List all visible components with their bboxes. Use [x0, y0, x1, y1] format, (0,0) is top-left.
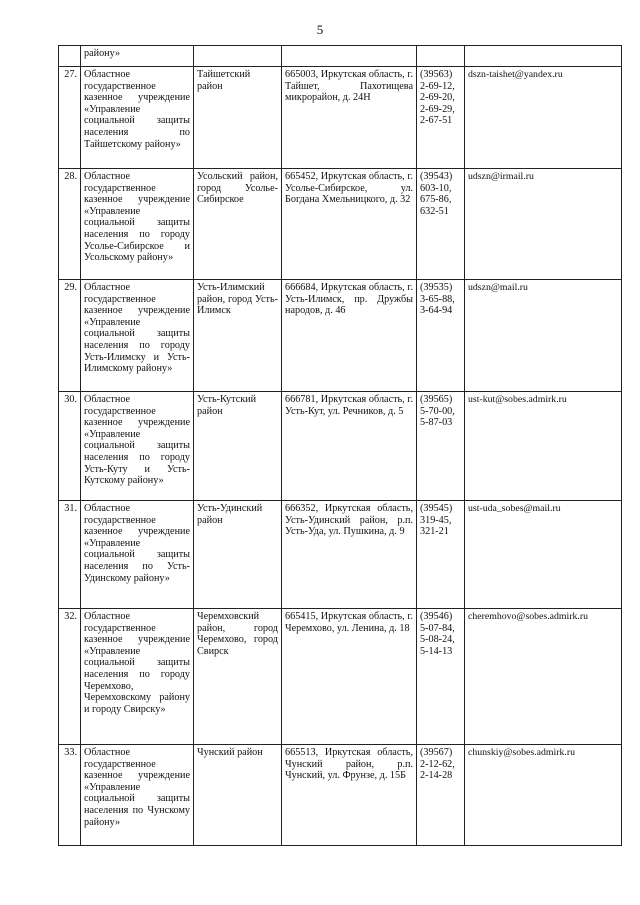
service-area: Усть-Илимский район, город Усть-Илимск — [194, 280, 282, 392]
row-number: 29. — [59, 280, 81, 392]
institution-name: Областное государственное казенное учреждение «Управление социальной защиты населения по Усть-Удинскому району» — [81, 501, 194, 609]
address: 665003, Иркутская область, г. Тайшет, Пахотищева микрорайон, д. 24Н — [282, 67, 417, 169]
phone-numbers: (39545) 319-45, 321-21 — [417, 501, 465, 609]
row-number: 32. — [59, 609, 81, 745]
table-row — [59, 745, 622, 846]
service-area: Усть-Удинский район — [194, 501, 282, 609]
institution-name: району» — [81, 46, 194, 67]
address: 665415, Иркутская область, г. Черемхово, ул. Ленина, д. 18 — [282, 609, 417, 745]
service-area: Чунский район — [194, 745, 282, 846]
institution-name: Областное государственное казенное учреждение «Управление социальной защиты населения по городу Усть-Илимску и Усть-Илимскому району» — [81, 280, 194, 392]
institution-name: Областное государственное казенное учреждение «Управление социальной защиты населения по городу Усолье-Сибирское и Усольскому району» — [81, 169, 194, 280]
row-number: 28. — [59, 169, 81, 280]
phone-numbers: (39546) 5-07-84, 5-08-24, 5-14-13 — [417, 609, 465, 745]
table-row — [59, 609, 622, 745]
address: 666352, Иркутская область, Усть-Удинский район, р.п. Усть-Уда, ул. Пушкина, д. 9 — [282, 501, 417, 609]
row-number: 33. — [59, 745, 81, 846]
service-area: Черемховский район, город Черемхово, город Свирск — [194, 609, 282, 745]
institution-name: Областное государственное казенное учреждение «Управление социальной защиты населения по городу Усть-Куту и Усть-Кутскому району» — [81, 392, 194, 501]
institution-name: Областное государственное казенное учреждение «Управление социальной защиты населения по Тайшетскому району» — [81, 67, 194, 169]
address: 665452, Иркутская область, г. Усолье-Сибирское, ул. Богдана Хмельницкого, д. 32 — [282, 169, 417, 280]
table-row — [59, 392, 622, 501]
page-number: 5 — [316, 22, 324, 37]
address: 666684, Иркутская область, г. Усть-Илимск, пр. Дружбы народов, д. 46 — [282, 280, 417, 392]
service-area: Усть-Кутский район — [194, 392, 282, 501]
table-row — [59, 501, 622, 609]
email-link[interactable]: udszn@irmail.ru — [465, 169, 622, 280]
institution-name: Областное государственное казенное учреждение «Управление социальной защиты населения по городу Черемхово, Черемховскому району и городу Свирску» — [81, 609, 194, 745]
row-number: 31. — [59, 501, 81, 609]
email-link[interactable]: ust-kut@sobes.admirk.ru — [465, 392, 622, 501]
continuation-row — [59, 46, 622, 67]
phone-numbers: (39565) 5-70-00, 5-87-03 — [417, 392, 465, 501]
email-link[interactable]: chunskiy@sobes.admirk.ru — [465, 745, 622, 846]
phone-numbers: (39563) 2-69-12, 2-69-20, 2-69-29, 2-67-51 — [417, 67, 465, 169]
row-number: 27. — [59, 67, 81, 169]
phone-numbers: (39543) 603-10, 675-86, 632-51 — [417, 169, 465, 280]
address: 666781, Иркутская область, г. Усть-Кут, ул. Речников, д. 5 — [282, 392, 417, 501]
row-number: 30. — [59, 392, 81, 501]
address: 665513, Иркутская область, Чунский район, р.п. Чунский, ул. Фрунзе, д. 15Б — [282, 745, 417, 846]
phone-numbers: (39567) 2-12-62, 2-14-28 — [417, 745, 465, 846]
email-link[interactable]: ust-uda_sobes@mail.ru — [465, 501, 622, 609]
service-area: Тайшетский район — [194, 67, 282, 169]
email-link[interactable]: dszn-taishet@yandex.ru — [465, 67, 622, 169]
email-link[interactable]: cheremhovo@sobes.admirk.ru — [465, 609, 622, 745]
table-row — [59, 280, 622, 392]
email-link[interactable]: udszn@mail.ru — [465, 280, 622, 392]
table-row — [59, 169, 622, 280]
row-number — [59, 46, 81, 67]
phone-numbers: (39535) 3-65-88, 3-64-94 — [417, 280, 465, 392]
institutions-table — [58, 45, 622, 846]
institution-name: Областное государственное казенное учреждение «Управление социальной защиты населения по Чунскому району» — [81, 745, 194, 846]
service-area: Усольский район, город Усолье-Сибирское — [194, 169, 282, 280]
table-row — [59, 67, 622, 169]
